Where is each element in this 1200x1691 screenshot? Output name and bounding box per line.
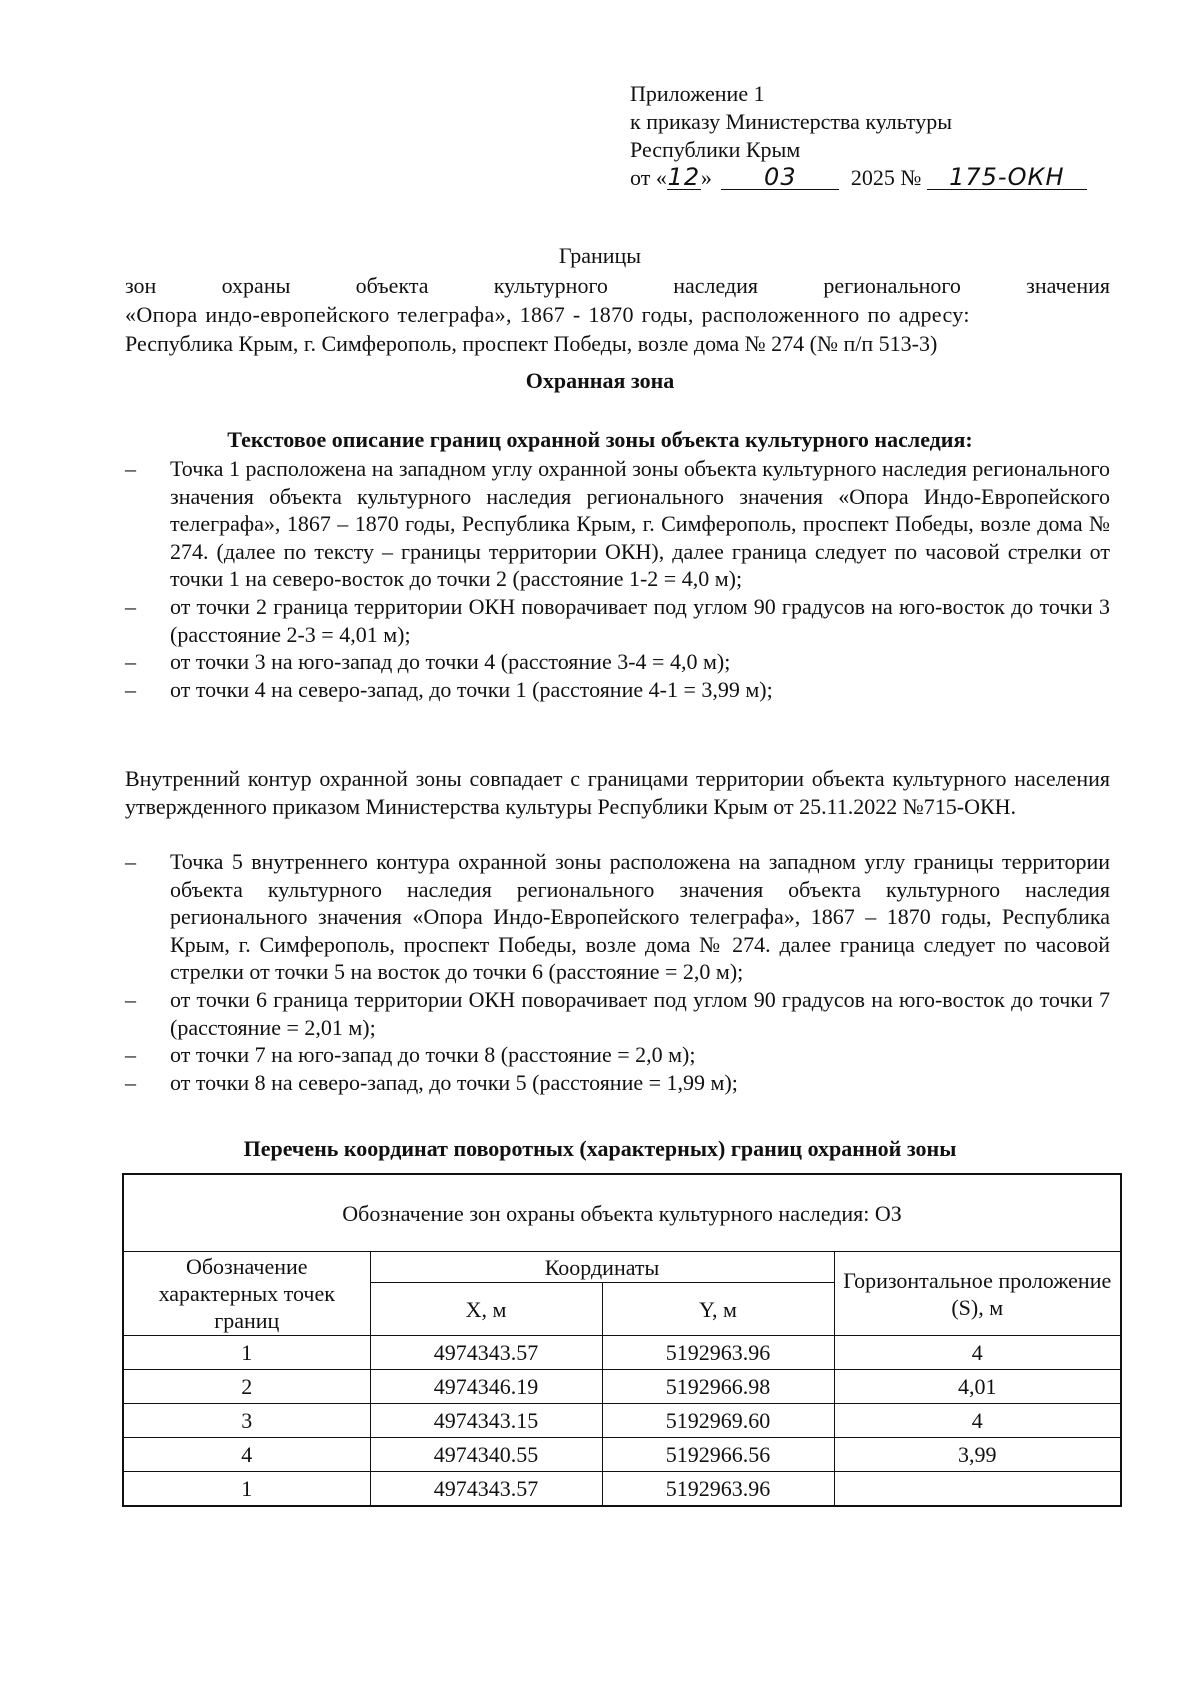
cell-point: 2 [123,1370,370,1404]
outer-points-list [125,455,1110,703]
cell-point: 4 [123,1438,370,1472]
appendix-republic: Республики Крым [630,137,801,162]
list-item [125,848,1110,986]
cell-y: 5192966.98 [602,1370,834,1404]
col-header-horizontal-distance: Горизонтальное проложение (S), м [834,1252,1121,1336]
list-item [125,986,1110,1041]
cell-s: 4 [834,1336,1121,1370]
cell-point: 1 [123,1336,370,1370]
cell-y: 5192963.96 [602,1336,834,1370]
list-item-text: от точки 7 на юго-запад до точки 8 (расстояние = 2,0 м); [170,1042,696,1068]
col-header-y: Y, м [602,1283,834,1336]
list-item-text: Точка 5 внутреннего контура охранной зоны расположена на западном углу границы территории объекта культурного наследия регионального значения объекта культурного наследия регионального значения «Опора Индо-Европейского телеграфа», 1867 – 1870 годы, Республика Крым, г. Симферополь, проспект Победы, возле дома № 274. далее граница следует по часовой стрелки от точки 5 на восток до точки 6 (расстояние = 2,0 м); [170,849,1110,985]
list-item-text: от точки 2 граница территории ОКН поворачивает под углом 90 градусов на юго-восток до точки 3 (расстояние 2-3 = 4,01 м); [170,593,1110,647]
title-body [125,271,1110,358]
cell-point: 3 [123,1404,370,1438]
appendix-order-ref: к приказу Министерства культуры [630,109,953,134]
dash-marker: – [125,649,136,675]
date-year-number-label: 2025 № [850,165,922,190]
dash-marker: – [125,849,136,874]
date-month-handwritten: 03 [721,165,839,190]
table-header-row [123,1252,1121,1283]
title-word: Границы [558,243,642,268]
list-item [125,455,1110,593]
list-item [125,1041,1110,1069]
date-prefix: от « [630,165,667,190]
dash-marker: – [125,676,136,702]
dash-marker: – [125,1042,136,1068]
cell-y: 5192969.60 [602,1404,834,1438]
coordinates-table [122,1173,1122,1507]
inner-points-list [125,848,1110,1096]
dash-marker: – [125,456,136,481]
order-number-handwritten: 175-ОКН [927,165,1087,190]
dash-marker: – [125,1069,136,1095]
list-item [125,593,1110,648]
title-line-2: «Опора индо-европейского телеграфа», 1867 - 1870 годы, расположенного по адресу: [125,302,970,327]
cell-x: 4974346.19 [370,1370,602,1404]
cell-x: 4974343.15 [370,1404,602,1438]
title-word-item: регионального [823,273,961,298]
title-word-item: зон [125,273,157,298]
table-row [123,1404,1121,1438]
list-item [125,1069,1110,1097]
table-row [123,1336,1121,1370]
table-heading: Перечень координат поворотных (характерных) границ охранной зоны [243,1136,957,1161]
table-caption-row [123,1174,1121,1252]
dash-marker: – [125,593,136,619]
col-header-coordinates: Координаты [370,1252,834,1283]
title-word-item: объекта [355,273,429,298]
appendix-label: Приложение 1 [630,81,765,106]
title-word-item: охраны [221,273,291,298]
list-item-text: от точки 4 на северо-запад, до точки 1 (расстояние 4-1 = 3,99 м); [170,676,773,702]
cell-x: 4974343.57 [370,1336,602,1370]
appendix-header [630,80,1150,192]
col-header-x: X, м [370,1283,602,1336]
cell-s: 4 [834,1404,1121,1438]
title-line-3: Республика Крым, г. Симферополь, проспект Победы, возле дома № 274 (№ п/п 513-3) [125,331,938,356]
date-mid: » [700,165,712,190]
title-word-item: значения [1026,273,1110,298]
text-description-heading: Текстовое описание границ охранной зоны объекта культурного наследия: [227,427,973,452]
zone-heading: Охранная зона [525,368,675,393]
table-row [123,1472,1121,1507]
list-item-text: Точка 1 расположена на западном углу охранной зоны объекта культурного наследия регионального значения объекта культурного наследия регионального значения «Опора Индо-Европейского телеграфа», 1867 – 1870 годы, Республика Крым, г. Симферополь, проспект Победы, возле дома № 274. (далее по тексту – границы территории ОКН), далее граница следует по часовой стрелки от точки 1 на северо-восток до точки 2 (расстояние 1-2 = 4,0 м); [170,456,1110,592]
title-word-item: культурного [493,273,608,298]
table-caption: Обозначение зон охраны объекта культурного наследия: ОЗ [123,1174,1121,1252]
cell-s: 4,01 [834,1370,1121,1404]
list-item [125,676,1110,704]
table-row [123,1438,1121,1472]
appendix-date-line [630,164,1150,192]
col-header-point: Обозначение характерных точек границ [123,1252,370,1336]
cell-x: 4974340.55 [370,1438,602,1472]
list-item [125,648,1110,676]
inner-contour-paragraph: Внутренний контур охранной зоны совпадает с границами территории объекта культурного населения утвержденного приказом Министерства культуры Республики Крым от 25.11.2022 №715-ОКН. [125,766,1110,819]
list-item-text: от точки 6 граница территории ОКН поворачивает под углом 90 градусов на юго-восток до точки 7 (расстояние = 2,01 м); [170,986,1110,1040]
title-line-1 [125,271,1110,300]
cell-x: 4974343.57 [370,1472,602,1507]
cell-point: 1 [123,1472,370,1507]
title-word-item: наследия [673,273,759,298]
cell-y: 5192963.96 [602,1472,834,1507]
table-row [123,1370,1121,1404]
list-item-text: от точки 8 на северо-запад, до точки 5 (расстояние = 1,99 м); [170,1069,738,1095]
list-item-text: от точки 3 на юго-запад до точки 4 (расстояние 3-4 = 4,0 м); [170,649,731,675]
cell-s [834,1472,1121,1507]
date-day-handwritten: 12 [667,163,701,191]
cell-s: 3,99 [834,1438,1121,1472]
cell-y: 5192966.56 [602,1438,834,1472]
dash-marker: – [125,986,136,1012]
